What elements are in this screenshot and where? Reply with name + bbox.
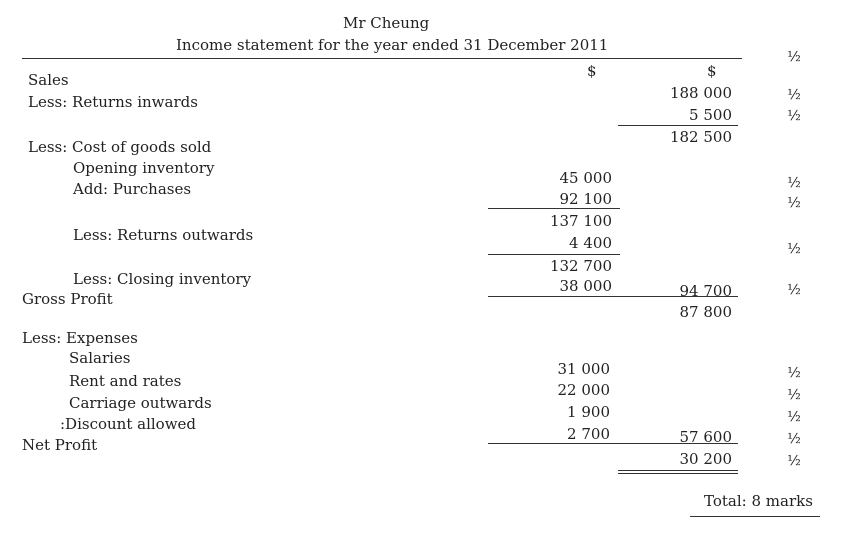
- header-rule: [22, 58, 742, 59]
- rent-rates-label: Rent and rates: [69, 372, 182, 390]
- returns-inwards-value: 5 500: [689, 106, 732, 124]
- returns-inwards-label: Less: Returns inwards: [28, 93, 198, 111]
- net-sales-rule: [618, 125, 738, 126]
- returns-outwards-value: 4 400: [569, 234, 612, 252]
- subtotal1-value: 137 100: [549, 212, 612, 230]
- expenses-total-value: 57 600: [679, 428, 732, 446]
- total-marks-text: Total: 8 marks: [704, 492, 813, 510]
- net-profit-label: Net Profit: [22, 436, 98, 454]
- purchases-mark: ½: [787, 195, 801, 211]
- returns-outwards-mark: ½: [787, 241, 801, 257]
- gross-profit-value: 87 800: [679, 303, 732, 321]
- sales-value: 188 000: [669, 84, 732, 102]
- subtotal1-rule: [488, 208, 620, 209]
- salaries-mark: ½: [787, 365, 801, 381]
- statement-title: Income statement for the year ended 31 December 2011: [176, 36, 609, 54]
- net-profit-mark: ½: [787, 453, 801, 469]
- salaries-value: 31 000: [557, 360, 610, 378]
- currency-col2: $: [707, 62, 717, 80]
- subtotal2-rule: [488, 254, 620, 255]
- salaries-label: Salaries: [69, 349, 131, 367]
- cogs-label: Less: Cost of goods sold: [28, 138, 212, 156]
- carriage-outwards-label: Carriage outwards: [69, 394, 212, 412]
- returns-outwards-label: Less: Returns outwards: [73, 226, 254, 244]
- net-profit-double-rule-top: [618, 470, 738, 471]
- net-sales-value: 182 500: [669, 128, 732, 146]
- sales-label: Sales: [28, 71, 69, 89]
- opening-inventory-mark: ½: [787, 175, 801, 191]
- net-profit-value: 30 200: [679, 450, 732, 468]
- carriage-outwards-mark: ½: [787, 409, 801, 425]
- rent-rates-value: 22 000: [557, 381, 610, 399]
- total-marks-rule: [690, 516, 820, 517]
- gross-profit-label: Gross Profit: [22, 290, 113, 308]
- currency-col1: $: [587, 62, 597, 80]
- opening-inventory-value: 45 000: [559, 169, 612, 187]
- cogs-total-mark: ½: [787, 282, 801, 298]
- discount-allowed-value: 2 700: [567, 425, 610, 443]
- cogs-total-value: 94 700: [679, 282, 732, 300]
- statement-owner: Mr Cheung: [343, 14, 430, 32]
- net-profit-double-rule-bottom: [618, 473, 738, 474]
- purchases-label: Add: Purchases: [73, 180, 192, 198]
- discount-allowed-mark: ½: [787, 431, 801, 447]
- returns-inwards-mark: ½: [787, 108, 801, 124]
- opening-inventory-label: Opening inventory: [73, 159, 215, 177]
- carriage-outwards-value: 1 900: [567, 403, 610, 421]
- closing-inventory-value: 38 000: [559, 277, 612, 295]
- rent-rates-mark: ½: [787, 387, 801, 403]
- purchases-value: 92 100: [559, 190, 612, 208]
- total-marks-box: [690, 490, 820, 516]
- discount-allowed-label: :Discount allowed: [60, 415, 197, 433]
- header-mark: ½: [787, 49, 801, 65]
- sales-mark: ½: [787, 87, 801, 103]
- expenses-label: Less: Expenses: [22, 329, 138, 347]
- subtotal2-value: 132 700: [549, 257, 612, 275]
- closing-inventory-label: Less: Closing inventory: [73, 270, 252, 288]
